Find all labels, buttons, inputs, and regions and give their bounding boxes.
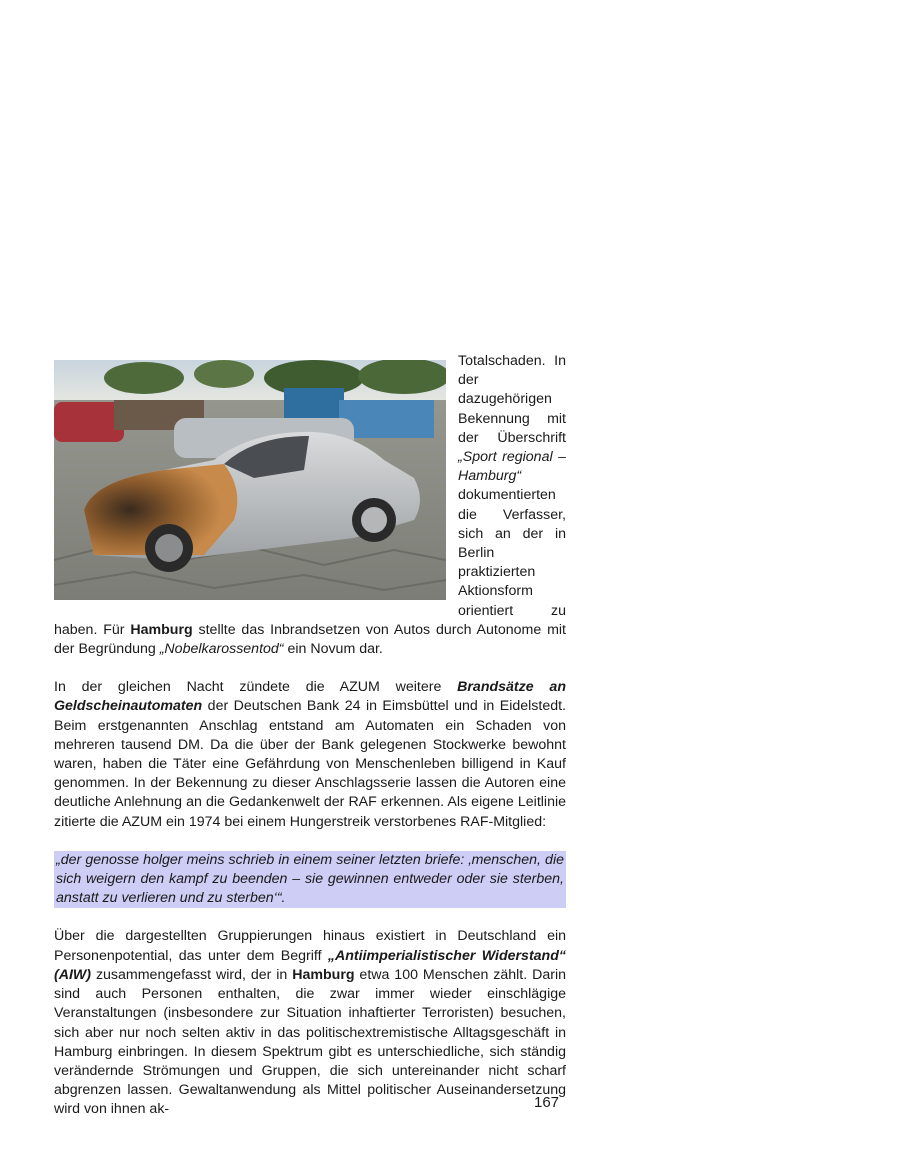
p2-text-start: In der gleichen Nacht zündete die AZUM weitere <box>54 679 458 696</box>
p1-text-middle-2: stellte das Inbrandsetzen von Autos durch Autonome mit der Begründung <box>54 621 566 658</box>
paragraph-3 <box>54 927 566 1119</box>
p1-emphasis-slogan: „Nobelkarossentod“ <box>159 641 284 658</box>
p1-text-end: ein Novum dar. <box>283 641 383 658</box>
p3-bold-hamburg: Hamburg <box>292 966 355 983</box>
paragraph-2 <box>54 678 566 832</box>
p3-text-end: etwa 100 Menschen zählt. Darin sind auch Personen enthalten, die zwar immer wieder einschlägige Veranstaltungen (insbesondere zur Situation inhaftierter Terroristen) besuchen, sich aber nur noch selten aktiv in das politischextremistische Alltagsgeschäft in Hamburg einbringen. In diesem Spektrum gibt es unterschiedliche, sich ständig verändernde Strömungen und Gruppen, die sich untereinander nicht scharf abgrenzen lassen. Gewaltanwendung als Mittel politischer Auseinandersetzung wird von ihnen ak- <box>54 966 566 1118</box>
p2-text-end: der Deutschen Bank 24 in Eimsbüttel und in Eidelstedt. Beim erstgenannten Anschlag entstand am Automaten ein Schaden von mehreren tausend DM. Da die über der Bank gelegenen Stockwerke bewohnt waren, haben die Täter eine Gefährdung von Menschenleben billigend in Kauf genommen. In der Bekennung zu dieser Anschlagsserie lassen die Autoren eine deutliche Anlehnung an die Gedankenwelt der RAF erkennen. Als eigene Leitlinie zitierte die AZUM ein 1974 bei einem Hungerstreik verstorbenes RAF-Mitglied: <box>54 698 566 830</box>
page-number: 167 <box>534 1094 560 1111</box>
burned-car-photo <box>54 360 446 600</box>
p1-bold-hamburg: Hamburg <box>130 621 193 638</box>
p1-text-start: Totalschaden. In der dazugehörigen Bekennung mit der Überschrift <box>458 353 566 446</box>
highlighted-quote: „der genosse holger meins schrieb in einem seiner letzten briefe: ‚menschen, die sich weigern den kampf zu beenden – sie gewinnen entweder oder sie sterben, anstatt zu verlieren und zu sterben‘“. <box>54 851 566 909</box>
article-body <box>54 352 566 1120</box>
p2-bold-italic-term: Brandsätze an Geldscheinautomaten <box>54 679 566 715</box>
p1-text-middle: dokumentierten die Verfasser, sich an der in Berlin praktizierten Aktionsform orientiert zu haben. Für <box>54 487 566 638</box>
p3-bold-italic-term: „Antiimperialistischer Widerstand“ (AIW) <box>54 947 566 983</box>
p1-emphasis-headline: „Sport regional – Hamburg“ <box>458 449 566 485</box>
p3-text-middle: zusammengefasst wird, der in <box>91 966 293 983</box>
p3-text-start: Über die dargestellten Gruppierungen hinaus existiert in Deutschland ein Personenpotential, das unter dem Begriff <box>54 928 566 964</box>
